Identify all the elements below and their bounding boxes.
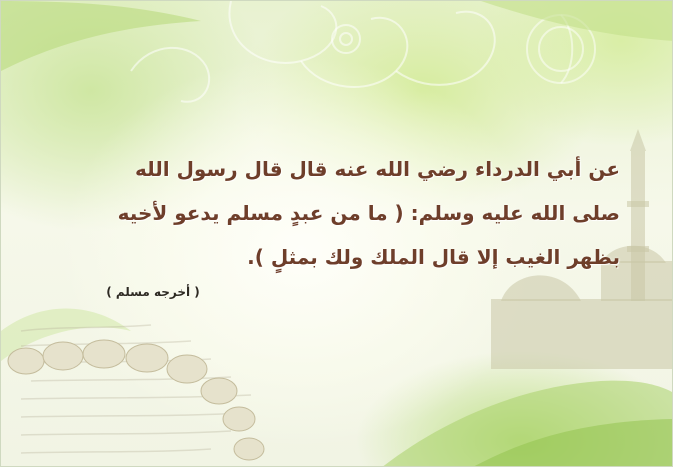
prayer-beads (8, 340, 264, 460)
hadith-line-3: بظهر الغيب إلا قال الملك ولك بمثلٍ ). (247, 245, 620, 269)
hadith-line-2: صلى الله عليه وسلم: ( ما من عبدٍ مسلم يدعو لأخيه (117, 201, 620, 225)
hadith-text (60, 147, 620, 279)
leaf-sweep-top-left (1, 1, 201, 71)
hadith-source: ( أخرجه مسلم ) (106, 285, 200, 299)
hadith-line-1: عن أبي الدرداء رضي الله عنه قال قال رسول الله (134, 157, 620, 181)
arabesque-ornament (131, 1, 495, 102)
